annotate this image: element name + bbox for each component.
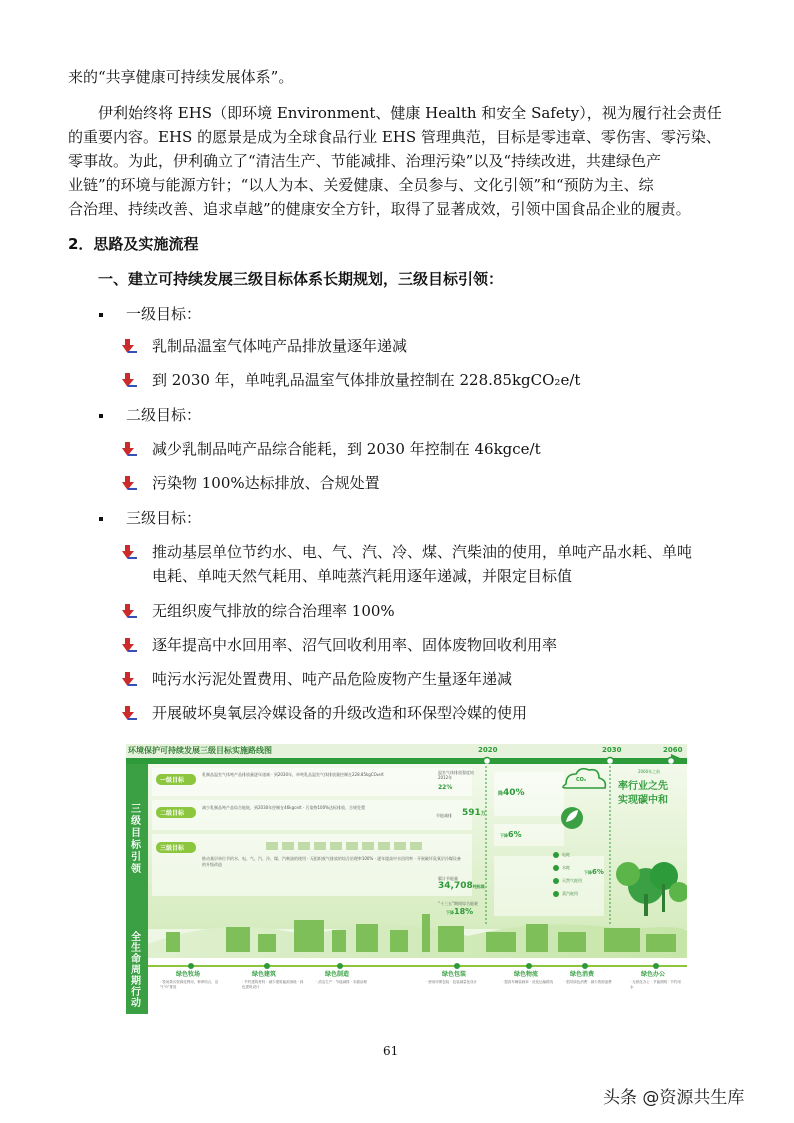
left-label-bottom: 全生命周期行动 [131,932,141,1009]
arrow-bullet-icon [122,638,137,653]
bullet-square-icon [99,517,103,521]
paragraph-line: 伊利始终将 EHS（即环境 Environment、健康 Health 和安全 Safety），视为履行社会责任 [98,104,722,122]
paragraph-line: 合治理、持续改善、追求卓越”的健康安全方针，取得了显著成效，引领中国食品企业的履责。 [68,200,691,218]
bullet-item: 吨污水污泥处置费用、吨产品危险废物产生量逐年递减 [152,670,513,688]
level-label: 三级目标： [126,509,202,527]
arrow-bullet-icon [122,373,137,388]
bullet-item: 污染物 100%达标排放、合规处置 [152,474,380,492]
arrow-bullet-icon [122,672,137,687]
stat3-number: 591 [462,808,481,818]
stat7-number: 6% [592,868,604,876]
stage-label: 绿色制造 [325,971,350,978]
stat2-value [498,788,525,798]
stage-note: · 使用环保包装 · 包装减量化设计 [426,980,478,984]
stage-label: 绿色消费 [570,971,595,978]
stat5-unit: 吨标煤 [472,884,485,889]
stat2-prefix: 降 [498,791,504,797]
stat6-number: 18% [454,907,474,916]
arrow-bullet-icon [122,339,137,354]
roadmap-figure [126,744,687,1014]
paragraph-line: 业链”的环境与能源方针；“以人为本、关爱健康、全员参与、文化引领”和“预防为主、综 [68,176,654,194]
stat5-number: 34,708 [438,881,473,891]
stat6-prefix: 下降 [446,910,454,915]
stat6-desc: “十三五”期间综合能耗 [438,901,479,906]
carbon-big-2: 实现碳中和 [618,795,668,806]
bullet-item-continuation: 电耗、单吨天然气耗用、单吨蒸汽耗用逐年递减，并限定目标值 [152,567,573,585]
watermark: 头条 @资源共生库 [603,1088,745,1108]
paragraph-line: 来的“共享健康可持续发展体系”。 [68,68,294,86]
bullet-square-icon [99,313,103,317]
paragraph-line: 零事故。为此，伊利确立了“清洁生产、节能减排、治理污染”以及“持续改进，共建绿色产 [68,152,662,170]
stage-label: 绿色包装 [442,971,467,978]
level2-pill: 二级目标 [160,810,185,817]
year-2030: 2030 [602,746,622,754]
year-2060: 2060 [663,746,683,754]
arrow-bullet-icon [122,545,137,560]
level2-text: 减少乳制品吨产品综合能耗，到2030年控制在46kgce/t · 污染物100%达标排放，合规处置 [202,805,365,810]
bullet-item: 减少乳制品吨产品综合能耗，到 2030 年控制在 46kgce/t [152,440,541,458]
energy-item: 蒸汽耗用 [562,891,578,896]
level1-text: 乳制品温室气体吨产品排放量逐年递减 · 到2030年，单吨乳品温室气体排放量控制在228.85kgCO₂e/t [202,772,384,777]
bullet-item: 逐年提高中水回用率、沼气回收利用率、固体废物回收利用率 [152,636,558,654]
stat7-value [584,868,604,876]
level1-pill: 一级目标 [160,777,185,784]
paragraph-line: 的重要内容。EHS 的愿景是成为全球食品行业 EHS 管理典范，目标是零违章、零伤害、零污染、 [68,128,721,146]
bullet-item: 到 2030 年，单吨乳品温室气体排放量控制在 228.85kgCO₂e/t [152,371,581,389]
left-label-top: 三级目标引领 [131,804,141,875]
bullet-item: 推动基层单位节约水、电、气、汽、冷、煤、汽柴油的使用，单吨产品水耗、单吨 [152,543,693,561]
stage-label: 绿色物流 [514,971,539,978]
stat3-unit: 万 [480,811,486,817]
stat5-value [438,881,485,891]
co2-label: CO₂ [576,777,587,783]
stage-note: · 牧场粪污资源化利用，种养结合，沼气“0”排放 [160,980,219,989]
stage-label: 绿色牧场 [176,971,201,978]
sub-heading: 一、建立可持续发展三级目标体系长期规划，三级目标引领： [98,270,504,288]
figure-title: 环境保护可持续发展三级目标实施路线图 [128,746,272,755]
stat4-value [500,830,522,839]
stage-note: · 无纸化办公 · 节能照明 · 节约用水 [630,980,681,989]
stat1-value: 22% [438,784,453,791]
bullet-item: 开展破坏臭氧层冷媒设备的升级改造和环保型冷媒的使用 [152,704,528,722]
section-heading: 2．思路及实施流程 [68,235,199,253]
stat2-number: 40% [503,788,525,798]
stage-label: 绿色办公 [641,971,666,978]
stage-note: · 提高车辆装载率 · 优化运输路线 [502,980,554,984]
stage-note: · 清洁生产 · 节能减排 · 末端治理 [316,980,367,984]
stat7-prefix: 下降 [584,870,592,875]
stat6-value [446,907,473,916]
level3-pill: 三级目标 [160,845,185,852]
stage-note: · 倡导绿色消费 · 减少资源浪费 [564,980,612,984]
carbon-big-1: 率行业之先 [618,781,668,792]
bullet-item: 乳制品温室气体吨产品排放量逐年递减 [152,337,408,355]
stage-note: · 节约建筑材料 · 减少建筑能源消耗 · 绿色建筑设计 [242,980,304,989]
arrow-bullet-icon [122,604,137,619]
bullet-square-icon [99,414,103,418]
stage-label: 绿色建筑 [252,971,277,978]
stat4-number: 6% [508,830,522,839]
arrow-bullet-icon [122,442,137,457]
level-label: 二级目标： [126,406,202,424]
bullet-item: 无组织废气排放的综合治理率 100% [152,602,395,620]
stat3-desc: 节能减排 [436,813,452,818]
page-number: 61 [383,1044,399,1058]
energy-item: 电耗 [562,852,570,857]
stat3-value [462,808,486,818]
level3-text: 推动基层单位节约水、电、气、汽、冷、煤、汽柴油的使用 · 无组织废气排放的综合治理率100% · 逐年提高中水回用率 · 开展破坏臭氧层冷媒设备的升级改造 [202,856,461,867]
energy-item: 天然气耗用 [562,878,582,883]
carbon-small: 2060年之前 [638,769,661,774]
stat4-prefix: 下降 [500,833,508,838]
level-label: 一级目标： [126,305,202,323]
stat5-desc: 累计节能量 [438,876,458,881]
year-2020: 2020 [478,746,498,754]
arrow-bullet-icon [122,706,137,721]
stat1-desc: 温室气体排放强度较2012年 [438,770,474,780]
arrow-bullet-icon [122,476,137,491]
energy-item: 水耗 [562,865,570,870]
